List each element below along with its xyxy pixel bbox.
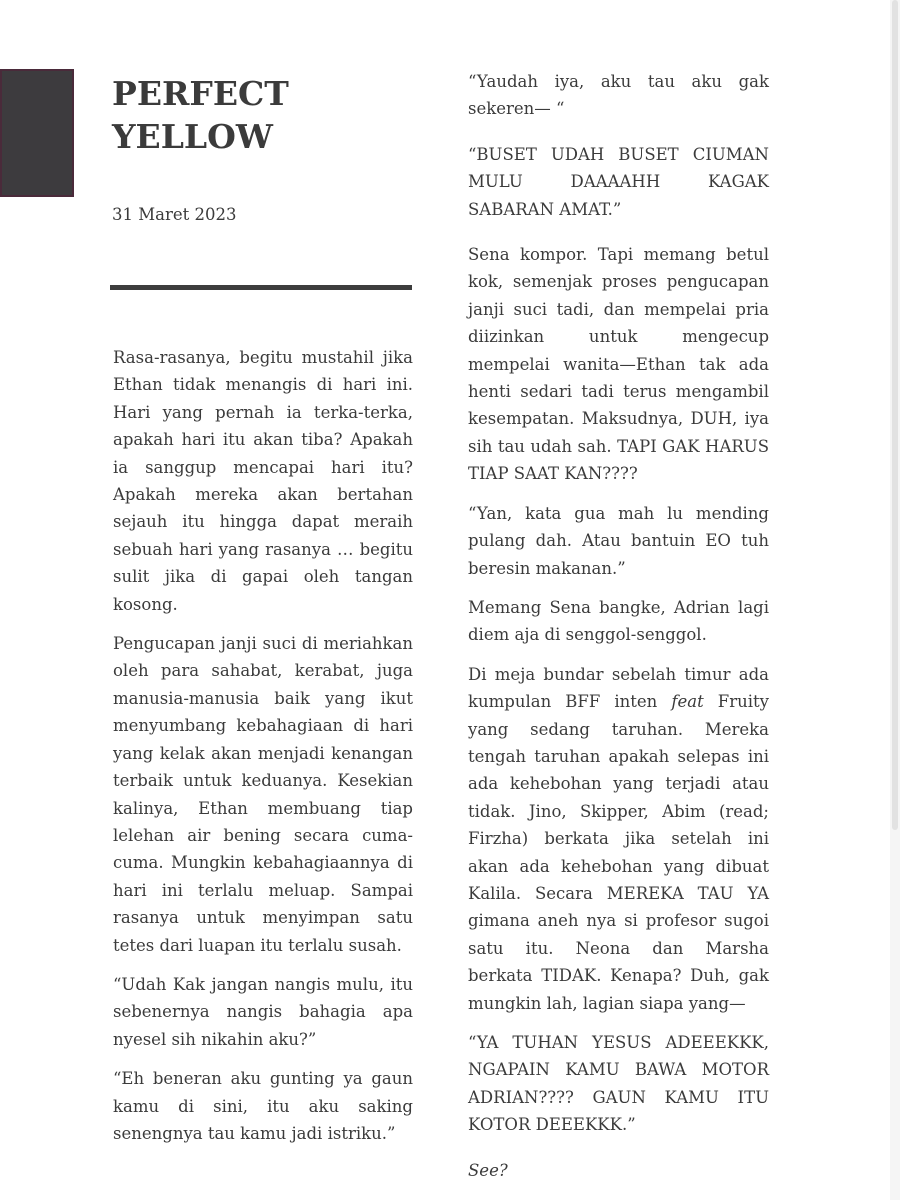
paragraph-text: Di meja bundar sebelah timur ada kumpulan BFF inten (468, 664, 769, 712)
italic-word: feat (671, 692, 704, 712)
paragraph (468, 661, 769, 1017)
paragraph: Rasa-rasanya, begitu mustahil jika Ethan tidak menangis di hari ini. Hari yang pernah ia terka-terka, apakah hari itu akan tiba? Apakah ia sanggup mencapai hari itu? Apakah mereka akan bertahan sejauh itu hingga dapat meraih sebuah hari yang rasanya … begitu sulit jika di gapai oleh tangan kosong. (113, 348, 413, 614)
title-divider (110, 285, 412, 290)
decorative-accent-block (0, 69, 74, 197)
page-title (112, 72, 412, 158)
paragraph: Sena kompor. Tapi memang betul kok, semenjak proses pengucapan janji suci tadi, dan mempelai pria diizinkan untuk mengecup mempelai wanita—Ethan tak ada henti sedari tadi terus mengambil kesempatan. Maksudnya, DUH, iya sih tau udah sah. TAPI GAK HARUS TIAP SAAT KAN???? (468, 245, 769, 484)
scrollbar-track[interactable] (890, 0, 900, 1200)
scrollbar-thumb[interactable] (892, 0, 898, 830)
dialogue-paragraph: “Yaudah iya, aku tau aku gak sekeren— “ (468, 72, 769, 119)
dialogue-paragraph: “BUSET UDAH BUSET CIUMAN MULU DAAAAHH KAGAK SABARAN AMAT.” (468, 144, 769, 219)
closing-line: See? (468, 1160, 508, 1180)
dialogue-paragraph: “YA TUHAN YESUS ADEEEKKK, NGAPAIN KAMU BAWA MOTOR ADRIAN???? GAUN KAMU ITU KOTOR DEEEKKK.” (468, 1033, 769, 1135)
paragraph: Memang Sena bangke, Adrian lagi diem aja di senggol-senggol. (468, 597, 769, 645)
title-line-1: PERFECT (112, 74, 289, 113)
title-line-2: YELLOW (112, 117, 273, 156)
left-column (113, 344, 413, 1159)
dialogue-paragraph: “Udah Kak jangan nangis mulu, itu sebenernya nangis bahagia apa nyesel sih nikahin aku?” (113, 974, 413, 1049)
paragraph-text: Fruity yang sedang taruhan. Mereka tengah taruhan apakah selepas ini ada kehebohan yang terjadi atau tidak. Jino, Skipper, Abim (read; Firzha) berkata jika setelah ini akan ada kehebohan yang dibuat Kalila. Secara MEREKA TAU YA gimana aneh nya si profesor sugoi satu itu. Neona dan Marsha berkata TIDAK. Kenapa? Duh, gak mungkin lah, lagian siapa yang— (468, 692, 770, 1013)
paragraph: Pengucapan janji suci di meriahkan oleh para sahabat, kerabat, juga manusia-manusia baik yang ikut menyumbang kebahagiaan di hari yang kelak akan menjadi kenangan terbaik untuk keduanya. Kesekian kalinya, Ethan membuang tiap lelehan air bening secara cuma-cuma. Mungkin kebahagiaannya di hari ini terlalu meluap. Sampai rasanya untuk menyimpan satu tetes dari luapan itu terlalu susah. (113, 634, 413, 955)
dialogue-paragraph: “Yan, kata gua mah lu mending pulang dah. Atau bantuin EO tuh beresin makanan.” (468, 503, 769, 578)
right-column (468, 68, 769, 1196)
post-date: 31 Maret 2023 (112, 205, 237, 224)
dialogue-paragraph: “Eh beneran aku gunting ya gaun kamu di sini, itu aku saking senengnya tau kamu jadi istriku.” (113, 1069, 413, 1143)
